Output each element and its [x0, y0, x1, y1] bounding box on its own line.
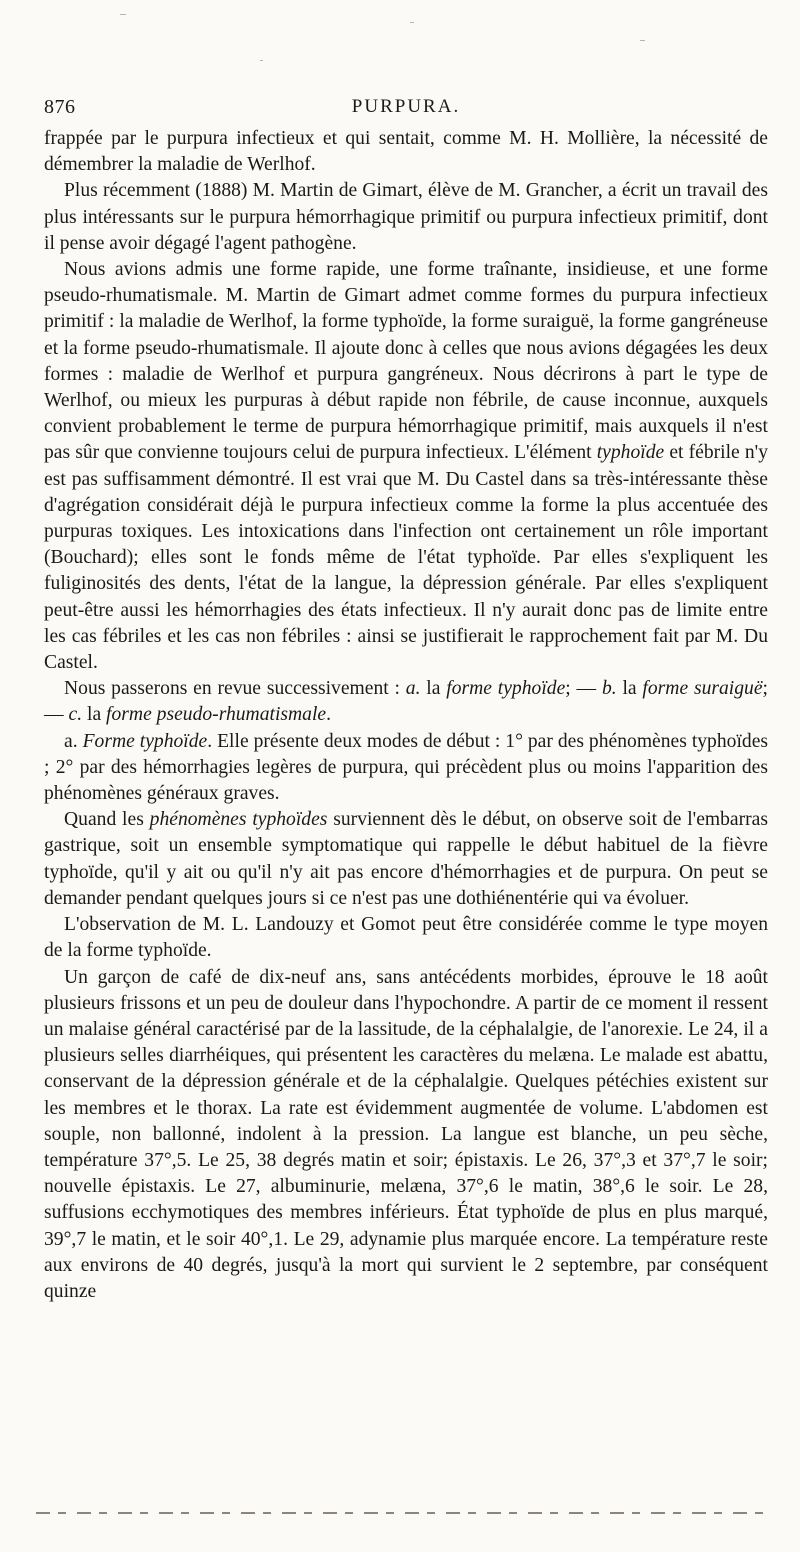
paragraph	[44, 178, 768, 257]
italic-text: c.	[68, 704, 83, 726]
paragraph	[44, 126, 768, 178]
paragraph	[44, 965, 768, 1306]
text-run: . Elle présente deux modes de début : 1° par des phénomènes typhoïdes ; 2° par des hémorrhagies legères de purpura, qui précèdent plus ou moins l'apparition des phénomènes généraux graves.	[44, 730, 769, 805]
bottom-rule	[36, 1512, 766, 1514]
italic-text: forme pseudo-rhumatismale	[106, 704, 327, 726]
text-run: a.	[64, 730, 83, 752]
italic-text: a.	[405, 678, 421, 700]
text-run: la	[616, 678, 643, 700]
text-run: ; —	[44, 678, 768, 726]
paragraph	[44, 676, 768, 728]
italic-text: phénomènes typhoïdes	[149, 809, 328, 831]
paper-speck	[260, 60, 263, 61]
text-run: la	[82, 704, 107, 726]
italic-text: forme suraiguë	[642, 678, 763, 700]
italic-text: forme typhoïde	[446, 678, 566, 700]
text-run: Quand les	[64, 809, 150, 831]
paper-speck	[410, 22, 414, 23]
body-text	[44, 126, 768, 1305]
paper-speck	[120, 14, 126, 15]
running-head: PURPURA.	[351, 96, 461, 117]
italic-text: Forme typhoïde	[82, 730, 208, 752]
text-run: Un garçon de café de dix-neuf ans, sans antécédents morbides, éprouve le 18 août plusieurs frissons et un peu de douleur dans l'hypochondre. A partir de ce moment il ressent un malaise général caractérisé par de la lassitude, de la céphalalgie, de l'anorexie. Le 24, il a plusieurs selles diarrhéiques, qui présentent les caractères du melæna. Le malade est abattu, conservant de la dépression générale et de la céphalalgie. Quelques pétéchies existent sur les membres et le thorax. La rate est évidemment augmentée de volume. L'abdomen est souple, non ballonné, indolent à la pression. La langue est blanche, un peu sèche, température 37°,5. Le 25, 38 degrés matin et soir; épistaxis. Le 26, 37°,3 et 37°,7 le soir; nouvelle épistaxis. Le 27, albuminurie, melæna, 37°,6 le matin, 38°,6 le soir. Le 28, suffusions ecchymotiques des membres inférieurs. État typhoïde de plus en plus marqué, 39°,7 le matin, et le soir 40°,1. Le 29, adynamie plus marquée encore. La température reste aux environs de 40 degrés, jusqu'à la mort qui survient le 2 septembre, par conséquent quinze	[44, 966, 768, 1302]
paragraph	[44, 257, 768, 676]
text-run: Nous avions admis une forme rapide, une forme traînante, insidieuse, et une forme pseudo-rhumatismale. M. Martin de Gimart admet comme formes du purpura infectieux primitif : la maladie de Werlhof, la forme typhoïde, la forme suraiguë, la forme gangréneuse et la forme pseudo-rhumatismale. Il ajoute donc à celles que nous avions dégagées les deux formes : maladie de Werlhof et purpura gangréneux. Nous décrirons à part le type de Werlhof, ou mieux les purpuras à début rapide non fébrile, de cause inconnue, auxquels convient probablement le terme de purpura hémorrhagique primitif, mais auxquels il n'est pas sûr que convienne toujours celui de purpura infectieux. L'élément	[44, 259, 768, 464]
page-header	[44, 96, 768, 126]
paragraph	[44, 807, 768, 912]
italic-text: typhoïde	[596, 442, 665, 464]
text-run: .	[326, 704, 332, 726]
text-run: Nous passerons en revue successivement :	[64, 678, 406, 700]
italic-text: b.	[601, 678, 617, 700]
page-number: 876	[44, 96, 76, 118]
text-run: L'observation de M. L. Landouzy et Gomot peut être considérée comme le type moyen de la forme typhoïde.	[44, 914, 768, 962]
text-run: Plus récemment (1888) M. Martin de Gimart, élève de M. Grancher, a écrit un travail des plus intéressants sur le purpura hémorrhagique primitif ou purpura infectieux primitif, dont il pense avoir dégagé l'agent pathogène.	[44, 180, 768, 254]
paper-speck	[640, 40, 645, 41]
paragraph	[44, 912, 768, 964]
paragraph	[44, 729, 768, 808]
text-run: surviennent dès le début, on observe soit de l'embarras gastrique, soit un ensemble symptomatique qui rappelle le début habituel de la fièvre typhoïde, qu'il y ait ou qu'il n'y ait pas encore d'hémorrhagies et de purpura. On peut se demander pendant quelques jours si ce n'est pas une dothiénentérie qui va évoluer.	[44, 809, 769, 909]
book-page	[44, 96, 768, 1305]
text-run: la	[420, 678, 447, 700]
text-run: frappée par le purpura infectieux et qui sentait, comme M. H. Mollière, la nécessité de démembrer la maladie de Werlhof.	[44, 128, 768, 176]
text-run: et fébrile n'y est pas suffisamment démontré. Il est vrai que M. Du Castel dans sa très-intéressante thèse d'agrégation considérait déjà le purpura infectieux comme la forme la plus accentuée des purpuras toxiques. Les intoxications dans l'infection ont certainement un rôle important (Bouchard); elles sont le fonds même de l'état typhoïde. Par elles s'expliquent les fuliginosités des dents, l'état de la langue, la dépression générale. Par elles s'expliquent peut-être aussi les hémorrhagies des états infectieux. Il n'y aurait donc pas de limite entre les cas fébriles et les cas non fébriles : ainsi se justifierait le rapprochement fait par M. Du Castel.	[44, 442, 768, 674]
text-run: ; —	[565, 678, 602, 700]
